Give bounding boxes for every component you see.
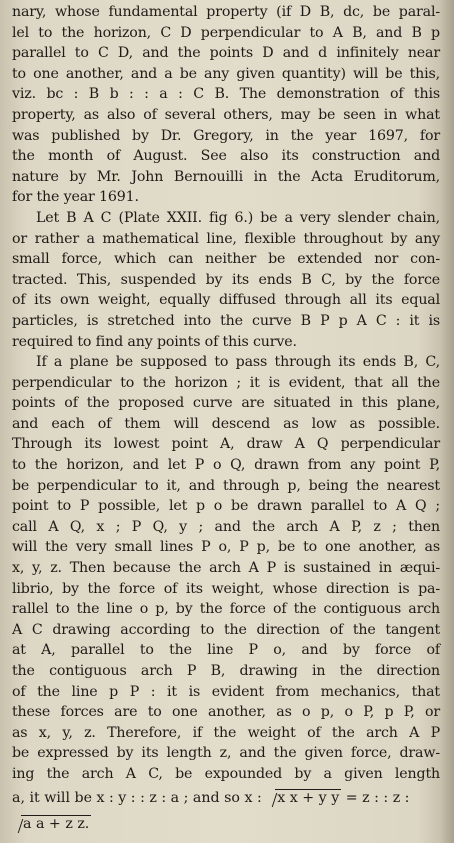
square-root-sign [266, 785, 341, 811]
text-line: A C drawing according to the direction of the tangent [12, 621, 440, 638]
text-line: for the year 1691. [12, 189, 139, 206]
radicand: x x + y y [277, 789, 340, 806]
paragraph-start: If a plane be supposed to pass through its ends B, C, [36, 354, 440, 371]
text-line: point to P possible, let p o be drawn parallel to A Q ; [12, 498, 440, 515]
page-edge-shadow [440, 0, 454, 843]
text-line: was published by Dr. Gregory, in the year 1697, for [12, 127, 440, 144]
square-root-sign [12, 811, 91, 837]
text-line: required to find any points of this curve. [12, 333, 297, 350]
text-line: will the very small lines P o, P p, be to one another, as [12, 539, 440, 556]
text-line: of its own weight, equally diffused through all its equal [12, 292, 440, 309]
text-line: viz. bc : B b : : a : C B. The demonstration of this [12, 86, 440, 103]
formula-line [12, 811, 440, 837]
text-line: of the line p P : it is evident from mechanics, that [12, 683, 440, 700]
text-line: nary, whose fundamental property (if D B, dc, be paral- [12, 4, 440, 20]
text-line: tracted. This, suspended by its ends B C, by the force [12, 271, 440, 288]
text-line: and each of them will descend as low as possible. [12, 415, 440, 432]
radicand: a a + z z. [23, 815, 90, 832]
text-line: ing the arch A C, be expounded by a given length [12, 765, 440, 782]
text-line: perpendicular to the horizon ; it is evident, that all the [12, 374, 440, 391]
text-line: nature by Mr. John Bernouilli in the Acta Eruditorum, [12, 168, 440, 185]
text-line: rallel to the line o p, by the force of the contiguous arch [12, 601, 440, 618]
text-line: the contiguous arch P B, drawing in the direction [12, 663, 440, 679]
formula-line [12, 785, 440, 811]
text-line: Through its lowest point A, draw A Q perpendicular [12, 436, 440, 453]
text-line: librio, by the force of its weight, whose direction is pa- [12, 580, 440, 597]
text-line: be expressed by its length z, and the given force, draw- [12, 745, 440, 762]
text-line: points of the proposed curve are situated in this plane, [12, 395, 440, 412]
text-line: as x, y, z. Therefore, if the weight of the arch A P [12, 724, 440, 741]
text-line: the month of August. See also its construction and [12, 148, 440, 165]
formula-prefix: a, it will be x : y : : z : a ; and so x : [12, 789, 262, 806]
text-line: to one another, and a be any given quantity) will be this, [12, 65, 440, 82]
text-line: or rather a mathematical line, flexible throughout by any [12, 230, 440, 247]
text-line: be perpendicular to it, and through p, being the nearest [12, 477, 440, 494]
text-line: parallel to C D, and the points D and d infinitely near [12, 45, 440, 62]
text-line: lel to the horizon, C D perpendicular to A B, and B p [12, 24, 440, 41]
text-line: these forces are to one another, as o p, o P, p P, or [12, 704, 440, 721]
formula-suffix: = z : : z : [345, 789, 410, 806]
text-line: property, as also of several others, may be seen in what [12, 106, 440, 123]
text-line: particles, is stretched into the curve B P p A C : it is [12, 312, 440, 329]
text-line: x, y, z. Then because the arch A P is sustained in æqui- [12, 560, 440, 577]
text-line: to the horizon, and let P o Q, drawn from any point P, [12, 457, 440, 474]
page-text [12, 2, 440, 837]
text-line: at A, parallel to the line P o, and by force of [12, 642, 440, 659]
text-line: call A Q, x ; P Q, y ; and the arch A P, z ; then [12, 518, 440, 535]
text-line: small force, which can neither be extended nor con- [12, 251, 440, 268]
paragraph-start: Let B A C (Plate XXII. fig 6.) be a very slender chain, [36, 209, 440, 226]
